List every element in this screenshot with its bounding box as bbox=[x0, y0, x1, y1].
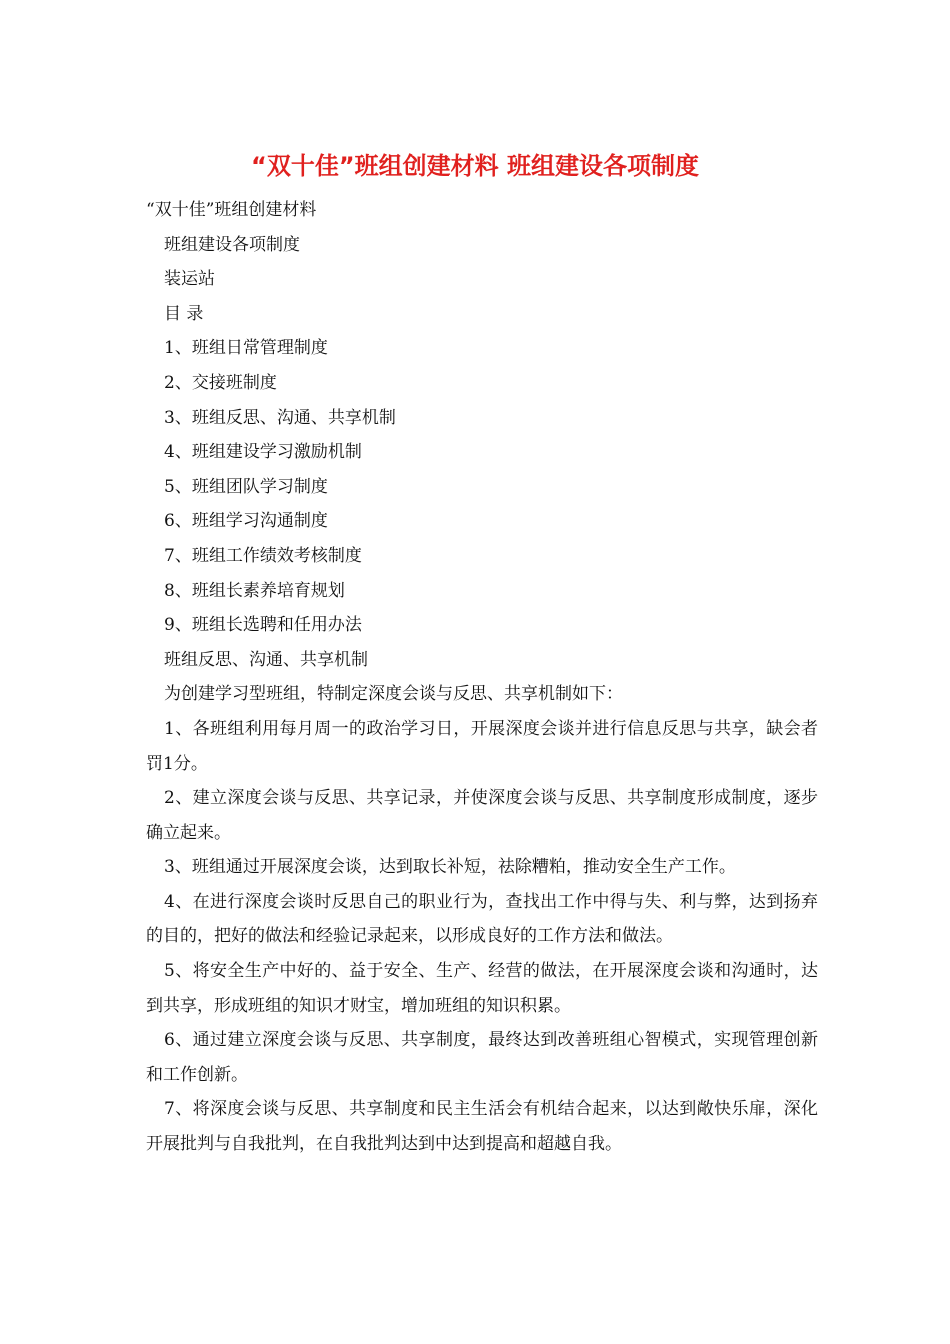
toc-item: 4、班组建设学习激励机制 bbox=[164, 442, 362, 463]
toc-item: 9、班组长选聘和任用办法 bbox=[164, 615, 362, 636]
document-body bbox=[146, 193, 818, 1162]
section-intro: 为创建学习型班组，特制定深度会谈与反思、共享机制如下： bbox=[164, 684, 623, 705]
body-paragraph: 5、将安全生产中好的、益于安全、生产、经营的做法，在开展深度会谈和沟通时，达到共享，形成班组的知识才财宝，增加班组的知识积累。 bbox=[146, 961, 818, 1016]
header-line-subtitle: 班组建设各项制度 bbox=[164, 234, 300, 255]
toc-heading: 目 录 bbox=[164, 303, 204, 324]
body-paragraph: 3、班组通过开展深度会谈，达到取长补短，祛除糟粕，推动安全生产工作。 bbox=[164, 857, 736, 878]
toc-item: 8、班组长素养培育规划 bbox=[164, 580, 345, 601]
body-paragraph: 2、建立深度会谈与反思、共享记录，并使深度会谈与反思、共享制度形成制度，逐步确立起来。 bbox=[146, 788, 818, 843]
body-paragraph: 4、在进行深度会谈时反思自己的职业行为，查找出工作中得与失、利与弊，达到扬弃的目的，把好的做法和经验记录起来，以形成良好的工作方法和做法。 bbox=[146, 891, 818, 947]
header-line-station: 装运站 bbox=[164, 269, 215, 290]
body-paragraph: 1、各班组利用每月周一的政治学习日，开展深度会谈并进行信息反思与共享，缺会者罚1分。 bbox=[146, 718, 818, 774]
toc-item: 1、班组日常管理制度 bbox=[164, 338, 328, 359]
body-paragraph: 7、将深度会谈与反思、共享制度和民主生活会有机结合起来，以达到敞快乐扉，深化开展批判与自我批判，在自我批判达到中达到提高和超越自我。 bbox=[146, 1099, 818, 1155]
toc-item: 3、班组反思、沟通、共享机制 bbox=[164, 407, 396, 428]
toc-item: 6、班组学习沟通制度 bbox=[164, 511, 328, 532]
toc-item: 7、班组工作绩效考核制度 bbox=[164, 545, 362, 566]
document-title: “双十佳”班组创建材料 班组建设各项制度 bbox=[251, 152, 699, 180]
body-paragraph: 6、通过建立深度会谈与反思、共享制度，最终达到改善班组心智模式，实现管理创新和工作创新。 bbox=[146, 1030, 818, 1085]
toc-item: 2、交接班制度 bbox=[164, 372, 277, 393]
toc-item: 5、班组团队学习制度 bbox=[164, 476, 328, 497]
header-line-program: “双十佳”班组创建材料 bbox=[146, 200, 317, 220]
section-title: 班组反思、沟通、共享机制 bbox=[164, 649, 368, 670]
